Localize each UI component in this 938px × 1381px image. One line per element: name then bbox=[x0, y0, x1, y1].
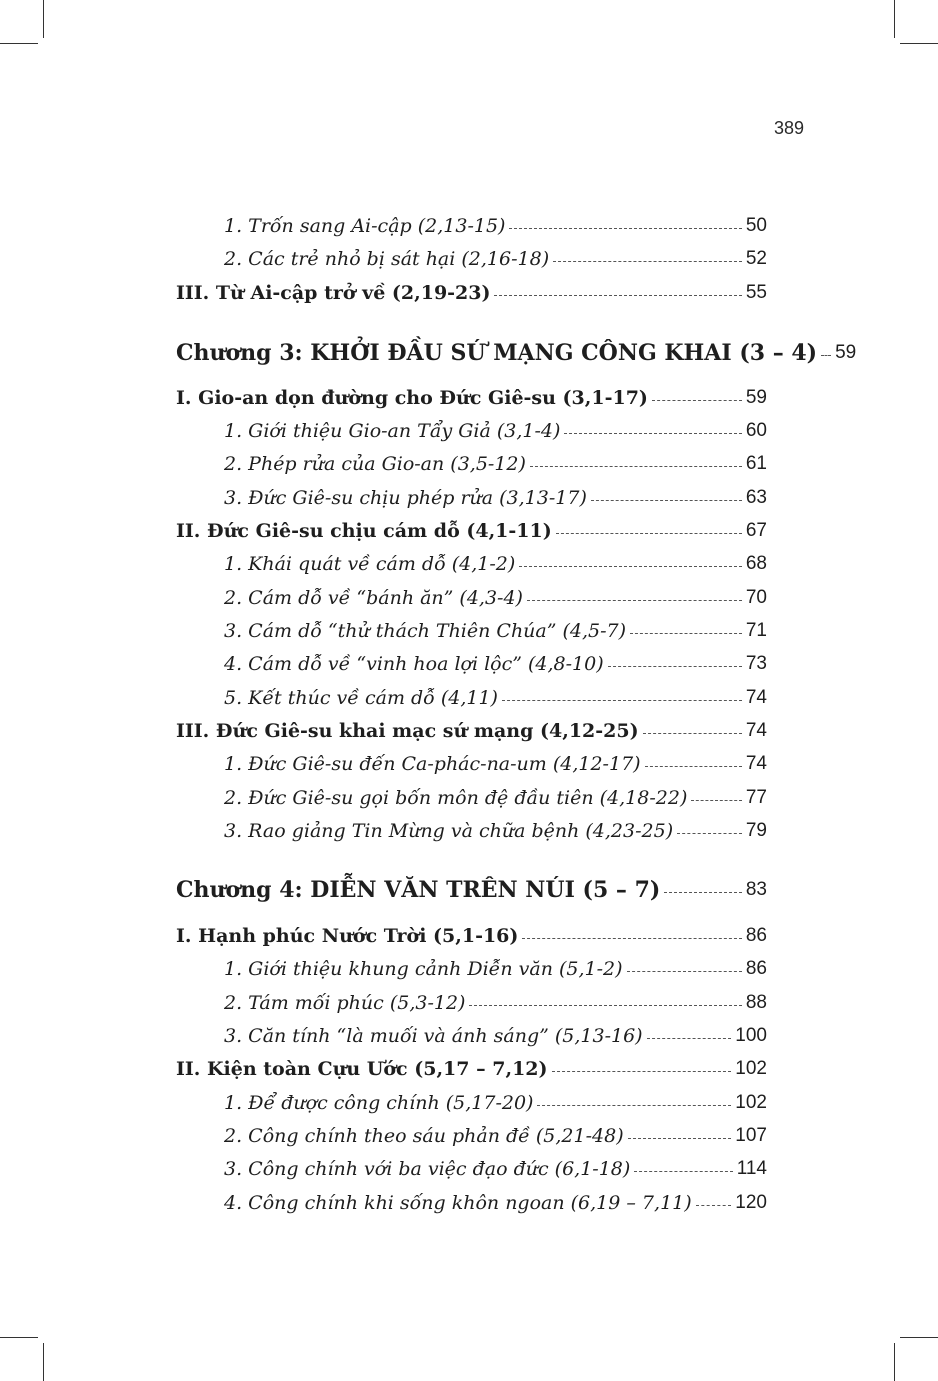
toc-entry-title: 3. Căn tính “là muối và ánh sáng” (5,13-16) bbox=[224, 1025, 643, 1047]
toc-entry-title: 2. Công chính theo sáu phản đề (5,21-48) bbox=[224, 1125, 624, 1147]
toc-entry-page: 74 bbox=[745, 753, 767, 774]
toc-entry[interactable] bbox=[176, 1053, 767, 1085]
dot-leader bbox=[677, 833, 742, 834]
toc-entry[interactable] bbox=[176, 277, 767, 309]
toc-entry-title: III. Từ Ai-cập trở về (2,19-23) bbox=[176, 282, 491, 304]
toc-entry-title: Chương 4: DIỄN VĂN TRÊN NÚI (5 – 7) bbox=[176, 877, 661, 903]
dot-leader bbox=[502, 700, 742, 701]
toc-entry-page: 74 bbox=[745, 720, 767, 741]
dot-leader bbox=[645, 766, 742, 767]
toc-entry[interactable] bbox=[176, 1020, 767, 1052]
toc-entry-page: 60 bbox=[745, 420, 767, 441]
toc-entry[interactable] bbox=[176, 548, 767, 580]
toc-entry[interactable] bbox=[176, 815, 767, 847]
dot-leader bbox=[530, 466, 742, 467]
toc-entry[interactable] bbox=[176, 448, 767, 480]
toc-entry[interactable] bbox=[176, 615, 767, 647]
toc-entry-page: 102 bbox=[735, 1092, 767, 1113]
dot-leader bbox=[564, 433, 741, 434]
toc-entry-title: I. Gio-an dọn đường cho Đức Giê-su (3,1-17) bbox=[176, 387, 648, 409]
toc-entry-page: 55 bbox=[745, 282, 767, 303]
toc-entry-title: 3. Đức Giê-su chịu phép rửa (3,13-17) bbox=[224, 487, 587, 509]
toc-entry-page: 71 bbox=[745, 620, 767, 641]
toc-entry[interactable] bbox=[176, 382, 767, 414]
toc-entry[interactable] bbox=[176, 243, 767, 275]
toc-entry-title: 3. Cám dỗ “thử thách Thiên Chúa” (4,5-7) bbox=[224, 620, 627, 642]
dot-leader bbox=[537, 1105, 731, 1106]
dot-leader bbox=[647, 1038, 732, 1039]
toc-entry-title: 4. Công chính khi sống khôn ngoan (6,19 – 7,11) bbox=[224, 1192, 692, 1214]
toc-entry[interactable] bbox=[176, 782, 767, 814]
toc-entry-page: 86 bbox=[745, 958, 767, 979]
toc-entry-page: 120 bbox=[735, 1192, 767, 1213]
toc-entry-title: Chương 3: KHỞI ĐẦU SỨ MẠNG CÔNG KHAI (3 – 4) bbox=[176, 340, 818, 366]
toc-entry[interactable] bbox=[176, 582, 767, 614]
toc-entry[interactable] bbox=[176, 515, 767, 547]
toc-entry-title: 2. Cám dỗ về “bánh ăn” (4,3-4) bbox=[224, 587, 523, 609]
toc-chapter-heading[interactable] bbox=[176, 872, 767, 908]
toc-entry-page: 88 bbox=[745, 992, 767, 1013]
dot-leader bbox=[643, 733, 742, 734]
dot-leader bbox=[509, 228, 741, 229]
toc-entry-title: I. Hạnh phúc Nước Trời (5,1-16) bbox=[176, 925, 519, 947]
toc-entry-title: 1. Để được công chính (5,17-20) bbox=[224, 1092, 534, 1114]
dot-leader bbox=[652, 400, 742, 401]
toc-entry-title: 1. Giới thiệu khung cảnh Diễn văn (5,1-2) bbox=[224, 958, 623, 980]
page-number: 389 bbox=[773, 118, 804, 138]
toc-entry-page: 107 bbox=[735, 1125, 767, 1146]
toc-entry-title: 1. Khái quát về cám dỗ (4,1-2) bbox=[224, 553, 516, 575]
toc-entry-page: 73 bbox=[745, 653, 767, 674]
dot-leader bbox=[519, 566, 742, 567]
toc-entry[interactable] bbox=[176, 1187, 767, 1219]
toc-entry-title: 4. Cám dỗ về “vinh hoa lợi lộc” (4,8-10) bbox=[224, 653, 604, 675]
toc-entry[interactable] bbox=[176, 715, 767, 747]
toc-entry-title: 2. Các trẻ nhỏ bị sát hại (2,16-18) bbox=[224, 248, 550, 270]
toc-entry[interactable] bbox=[176, 210, 767, 242]
toc-entry-page: 74 bbox=[745, 687, 767, 708]
toc-entry-page: 79 bbox=[745, 820, 767, 841]
dot-leader bbox=[494, 295, 741, 296]
dot-leader bbox=[527, 600, 742, 601]
dot-leader bbox=[469, 1005, 741, 1006]
dot-leader bbox=[628, 1138, 732, 1139]
dot-leader bbox=[691, 800, 741, 801]
toc-entry[interactable] bbox=[176, 1153, 767, 1185]
toc-entry[interactable] bbox=[176, 682, 767, 714]
toc-entry-page: 50 bbox=[745, 215, 767, 236]
toc-entry-title: 3. Rao giảng Tin Mừng và chữa bệnh (4,23-25) bbox=[224, 820, 674, 842]
toc-entry-page: 67 bbox=[745, 520, 767, 541]
dot-leader bbox=[627, 971, 742, 972]
toc-entry-page: 77 bbox=[745, 787, 767, 808]
toc-entry-title: II. Kiện toàn Cựu Ước (5,17 – 7,12) bbox=[176, 1058, 548, 1080]
toc-entry-title: 2. Đức Giê-su gọi bốn môn đệ đầu tiên (4,18-22) bbox=[224, 787, 688, 809]
toc-entry-page: 100 bbox=[735, 1025, 767, 1046]
toc-entry[interactable] bbox=[176, 415, 767, 447]
toc-entry-page: 52 bbox=[745, 248, 767, 269]
toc-entry-title: 1. Giới thiệu Gio-an Tẩy Giả (3,1-4) bbox=[224, 420, 561, 442]
toc-entry-title: 2. Phép rửa của Gio-an (3,5-12) bbox=[224, 453, 526, 475]
toc-entry-title: III. Đức Giê-su khai mạc sứ mạng (4,12-25) bbox=[176, 720, 639, 742]
toc-chapter-heading[interactable] bbox=[176, 335, 857, 371]
dot-leader bbox=[553, 261, 742, 262]
dot-leader bbox=[522, 938, 741, 939]
toc-entry[interactable] bbox=[176, 1120, 767, 1152]
toc-entry-page: 114 bbox=[736, 1158, 767, 1179]
dot-leader bbox=[630, 633, 742, 634]
toc-entry[interactable] bbox=[176, 1087, 767, 1119]
toc-entry-title: 1. Đức Giê-su đến Ca-phác-na-um (4,12-17) bbox=[224, 753, 641, 775]
toc-entry[interactable] bbox=[176, 953, 767, 985]
dot-leader bbox=[552, 1071, 732, 1072]
dot-leader bbox=[634, 1171, 732, 1172]
toc-entry-page: 68 bbox=[745, 553, 767, 574]
toc-entry[interactable] bbox=[176, 987, 767, 1019]
dot-leader bbox=[821, 355, 831, 356]
dot-leader bbox=[696, 1205, 732, 1206]
toc-entry-title: 5. Kết thúc về cám dỗ (4,11) bbox=[224, 687, 498, 709]
toc-entry-title: 1. Trốn sang Ai-cập (2,13-15) bbox=[224, 215, 506, 237]
toc-entry-page: 61 bbox=[745, 453, 767, 474]
toc-entry-page: 59 bbox=[835, 342, 857, 363]
toc-entry[interactable] bbox=[176, 648, 767, 680]
dot-leader bbox=[608, 666, 742, 667]
toc-entry-page: 83 bbox=[745, 879, 767, 900]
dot-leader bbox=[664, 892, 742, 893]
toc-entry[interactable] bbox=[176, 748, 767, 780]
toc-entry[interactable] bbox=[176, 920, 767, 952]
toc-entry-title: II. Đức Giê-su chịu cám dỗ (4,1-11) bbox=[176, 520, 552, 542]
toc-entry-title: 3. Công chính với ba việc đạo đức (6,1-18) bbox=[224, 1158, 631, 1180]
toc-entry-page: 86 bbox=[745, 925, 767, 946]
toc-entry-page: 70 bbox=[745, 587, 767, 608]
toc-entry[interactable] bbox=[176, 482, 767, 514]
dot-leader bbox=[591, 500, 742, 501]
toc-entry-page: 59 bbox=[745, 387, 767, 408]
dot-leader bbox=[556, 533, 742, 534]
toc-entry-page: 63 bbox=[745, 487, 767, 508]
toc-entry-page: 102 bbox=[735, 1058, 767, 1079]
toc-entry-title: 2. Tám mối phúc (5,3-12) bbox=[224, 992, 466, 1014]
